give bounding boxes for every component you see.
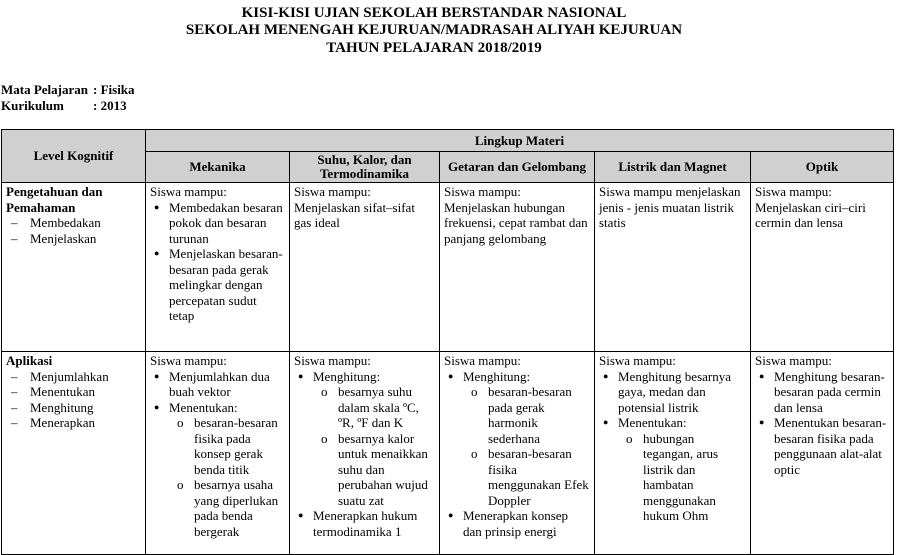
bullet-list xyxy=(150,200,285,324)
cell-intro: Siswa mampu: xyxy=(755,353,832,368)
bullet-list xyxy=(599,369,746,524)
optik-cell xyxy=(751,183,894,352)
list-item: o besarnya kalor untuk menaikkan suhu dan perubahan wujud suatu zat xyxy=(313,431,435,509)
list-item: – Menjelaskan xyxy=(6,231,141,247)
list-item: ● Menerapkan hukum termodinamika 1 xyxy=(294,508,435,539)
mekanika-cell xyxy=(146,352,290,555)
list-item: ● Membedakan besaran pokok dan besaran turunan xyxy=(150,200,285,247)
list-item: ● Menghitung besaran-besaran pada cermin dan lensa xyxy=(755,369,889,416)
sub-list xyxy=(313,384,435,508)
doc-title-line2: SEKOLAH MENENGAH KEJURUAN/MADRASAH ALIYAH KEJURUAN xyxy=(185,22,683,38)
list-item: o hubungan tegangan, arus listrik dan hambatan menggunakan hukum Ohm xyxy=(618,431,746,524)
level-cell xyxy=(2,352,146,555)
level-cell xyxy=(2,183,146,352)
list-item: ● Menghitung besarnya gaya, medan dan potensial listrik xyxy=(599,369,746,416)
list-item: o besaran-besaran fisika pada konsep gerak benda titik xyxy=(169,415,285,477)
col-header-listrik: Listrik dan Magnet xyxy=(595,152,751,183)
list-item xyxy=(444,369,590,509)
sub-list xyxy=(169,415,285,539)
table-row xyxy=(2,183,894,352)
cell-intro: Siswa mampu: xyxy=(599,353,676,368)
curriculum-value: : 2013 xyxy=(93,98,127,113)
listrik-cell xyxy=(595,352,751,555)
list-item: ● Menerapkan konsep dan prinsip energi xyxy=(444,508,590,539)
kisi-table xyxy=(1,129,894,555)
list-item xyxy=(294,369,435,509)
list-item xyxy=(599,415,746,524)
suhu-cell xyxy=(290,352,440,555)
col-header-optik: Optik xyxy=(751,152,894,183)
level-list xyxy=(6,215,141,246)
cell-text: Menjelaskan sifat–sifat gas ideal xyxy=(294,199,415,230)
doc-title-line3: TAHUN PELAJARAN 2018/2019 xyxy=(326,40,542,56)
level-header: Level Kognitif xyxy=(2,130,146,183)
subject-label: Mata Pelajaran xyxy=(1,82,89,97)
subject-value: : Fisika xyxy=(93,82,135,97)
bullet-list xyxy=(150,369,285,540)
cell-intro: Siswa mampu: xyxy=(444,184,521,199)
list-item-label: Menghitung: xyxy=(463,368,531,384)
cell-intro: Siswa mampu: xyxy=(150,353,227,368)
list-item: o besaran-besaran pada gerak harmonik sederhana xyxy=(463,384,590,446)
curriculum-label: Kurikulum xyxy=(1,98,64,113)
bullet-list xyxy=(294,369,435,540)
list-item-label: Menghitung: xyxy=(313,368,381,384)
list-item xyxy=(150,400,285,540)
level-title: Pengetahuan dan Pemahaman xyxy=(6,184,103,215)
level-title: Aplikasi xyxy=(6,353,53,368)
bullet-list xyxy=(444,369,590,540)
getaran-cell xyxy=(440,352,595,555)
col-header-getaran: Getaran dan Gelombang xyxy=(440,152,595,183)
table-row xyxy=(2,352,894,555)
list-item: – Menjumlahkan xyxy=(6,369,141,385)
col-header-suhu: Suhu, Kalor, dan Termodinamika xyxy=(290,152,440,183)
list-item-label: Menentukan: xyxy=(169,399,238,415)
list-item: – Menghitung xyxy=(6,400,141,416)
cell-intro: Siswa mampu: xyxy=(294,184,371,199)
cell-text: Menjelaskan hubungan frekuensi, cepat rambat dan panjang gelombang xyxy=(444,199,588,246)
listrik-cell xyxy=(595,183,751,352)
list-item: ● Menjelaskan besaran-besaran pada gerak melingkar dengan percepatan sudut tetap xyxy=(150,246,285,324)
cell-text: Menjelaskan ciri–ciri cermin dan lensa xyxy=(755,199,866,230)
list-item: ● Menjumlahkan dua buah vektor xyxy=(150,369,285,400)
suhu-cell xyxy=(290,183,440,352)
list-item: – Membedakan xyxy=(6,215,141,231)
optik-cell xyxy=(751,352,894,555)
cell-intro: Siswa mampu: xyxy=(755,184,832,199)
curriculum-line xyxy=(1,98,127,113)
col-header-mekanika: Mekanika xyxy=(146,152,290,183)
doc-title-line1: KISI-KISI UJIAN SEKOLAH BERSTANDAR NASIONAL xyxy=(241,5,627,21)
list-item: o besarnya usaha yang diperlukan pada benda bergerak xyxy=(169,477,285,539)
mekanika-cell xyxy=(146,183,290,352)
list-item: – Menentukan xyxy=(6,384,141,400)
level-list xyxy=(6,369,141,431)
sub-list xyxy=(618,431,746,524)
sub-list xyxy=(463,384,590,508)
getaran-cell xyxy=(440,183,595,352)
bullet-list xyxy=(755,369,889,478)
scope-header: Lingkup Materi xyxy=(146,130,894,152)
cell-intro: Siswa mampu: xyxy=(294,353,371,368)
list-item: o besarnya suhu dalam skala ºC, ºR, ºF dan K xyxy=(313,384,435,431)
list-item: o besaran-besaran fisika menggunakan Efek Doppler xyxy=(463,446,590,508)
cell-intro: Siswa mampu: xyxy=(150,184,227,199)
cell-text: Siswa mampu menjelaskan jenis - jenis muatan listrik statis xyxy=(599,184,741,230)
subject-line xyxy=(1,82,135,97)
cell-intro: Siswa mampu: xyxy=(444,353,521,368)
list-item: – Menerapkan xyxy=(6,415,141,431)
list-item: ● Menentukan besaran-besaran fisika pada penggunaan alat-alat optic xyxy=(755,415,889,477)
list-item-label: Menentukan: xyxy=(618,415,687,430)
